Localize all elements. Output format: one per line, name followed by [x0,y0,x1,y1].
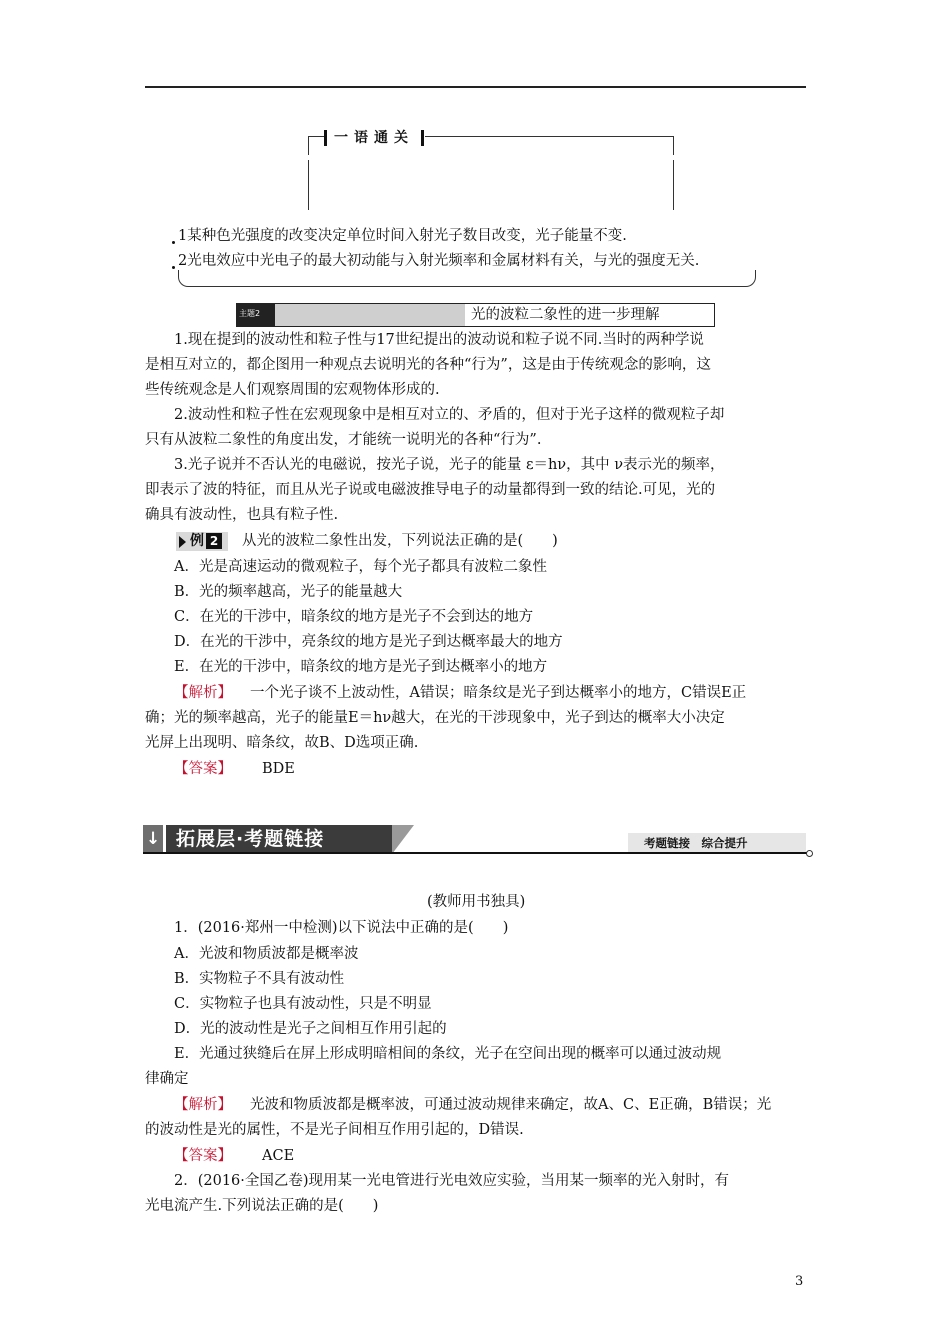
paragraph-1-line-1: 1.现在提到的波动性和粒子性与17世纪提出的波动说和粒子说不同.当时的两种学说 [174,332,704,348]
paragraph-3-line-3: 确具有波动性，也具有粒子性. [145,507,339,523]
page-number: 3 [795,1274,804,1289]
banner-rule [143,852,811,854]
example-triangle-icon [179,536,186,548]
summary-frame-corner-left [308,136,325,155]
q1-option-e-line-1: E．光通过狭缝后在屏上形成明暗相间的条纹，光子在空间出现的概率可以通过波动规 [174,1046,722,1062]
topic-title: 光的波粒二象性的进一步理解 [471,307,660,323]
q1-option-a: A．光波和物质波都是概率波 [174,946,359,962]
summary-frame-side-right [673,160,675,210]
banner-fade [392,825,414,854]
q1-option-c: C．实物粒子也具有波动性，只是不明显 [174,996,432,1012]
q1-analysis-label: 【解析】 [174,1097,232,1113]
banner-end-dot [806,850,813,857]
topic-shade [275,304,465,326]
q1-option-e-line-2: 律确定 [145,1071,189,1087]
example-analysis-label: 【解析】 [174,685,232,701]
summary-bracket [178,270,756,287]
example-question: 从光的波粒二象性出发，下列说法正确的是( ) [242,533,558,549]
example-analysis-line-1: 一个光子谈不上波动性，A错误；暗条纹是光子到达概率小的地方，C错误E正 [250,685,747,701]
example-option-e: E．在光的干涉中，暗条纹的地方是光子到达概率小的地方 [174,659,548,675]
topic-label: 主题2 [239,309,261,318]
q1-option-b: B．实物粒子不具有波动性 [174,971,345,987]
summary-item-1: 1某种色光强度的改变决定单位时间入射光子数目改变，光子能量不变. [178,228,627,244]
summary-frame-side-left [308,160,310,210]
q1-answer-label: 【答案】 [174,1148,232,1164]
example-answer: BDE [262,761,295,777]
q2-stem-line-2: 光电流产生.下列说法正确的是( ) [145,1198,379,1214]
paragraph-3-line-2: 即表示了波的特征，而且从光子说或电磁波推导电子的动量都得到一致的结论.可见，光的 [145,482,716,498]
banner-subtitle: 考题链接 综合提升 [644,836,748,850]
bullet-dot-2 [172,266,175,269]
teacher-note: (教师用书独具) [427,894,526,910]
topic-tag [237,304,275,326]
paragraph-2-line-1: 2.波动性和粒子性在宏观现象中是相互对立的、矛盾的，但对于光子这样的微观粒子却 [174,407,725,423]
paragraph-2-line-2: 只有从波粒二象性的角度出发，才能统一说明光的各种“行为”. [145,432,542,448]
example-label: 例 [190,533,204,549]
paragraph-1-line-3: 些传统观念是人们观察周围的宏观物体形成的. [145,382,440,398]
q1-option-d: D．光的波动性是光子之间相互作用引起的 [174,1021,447,1037]
example-option-b: B．光的频率越高，光子的能量越大 [174,584,403,600]
q1-stem: 1．(2016·郑州一中检测)以下说法中正确的是( ) [174,920,509,936]
example-number: 2 [206,533,222,549]
example-analysis-line-3: 光屏上出现明、暗条纹，故B、D选项正确. [145,735,419,751]
example-analysis-line-2: 确；光的频率越高，光子的能量E＝hν越大，在光的干涉现象中，光子到达的概率大小决定 [145,710,725,726]
q2-stem-line-1: 2．(2016·全国乙卷)现用某一光电管进行光电效应实验，当用某一频率的光入射时，有 [174,1173,730,1189]
bullet-dot-1 [172,241,175,244]
summary-title: 一语通关 [324,127,424,149]
paragraph-1-line-2: 是相互对立的，都企图用一种观点去说明光的各种“行为”，这是由于传统观念的影响，这 [145,357,711,373]
example-answer-label: 【答案】 [174,761,232,777]
example-option-a: A．光是高速运动的微观粒子，每个光子都具有波粒二象性 [174,559,547,575]
paragraph-3-line-1: 3.光子说并不否认光的电磁说，按光子说，光子的能量 ε＝hν，其中 ν表示光的频率， [174,457,725,473]
header-rule [145,86,806,88]
summary-frame-corner-right [425,136,674,155]
summary-item-2: 2光电效应中光电子的最大初动能与入射光频率和金属材料有关，与光的强度无关. [178,253,700,269]
q1-analysis-line-2: 的波动性是光的属性，不是光子间相互作用引起的，D错误. [145,1122,524,1138]
example-option-d: D．在光的干涉中，亮条纹的地方是光子到达概率最大的地方 [174,634,563,650]
q1-answer: ACE [262,1148,295,1164]
topic-bar [236,303,715,327]
example-option-c: C．在光的干涉中，暗条纹的地方是光子不会到达的地方 [174,609,534,625]
down-arrow-icon: ↓ [146,829,161,849]
q1-analysis-line-1: 光波和物质波都是概率波，可通过波动规律来确定，故A、C、E正确，B错误；光 [250,1097,772,1113]
banner-title: 拓展层·考题链接 [176,828,325,850]
